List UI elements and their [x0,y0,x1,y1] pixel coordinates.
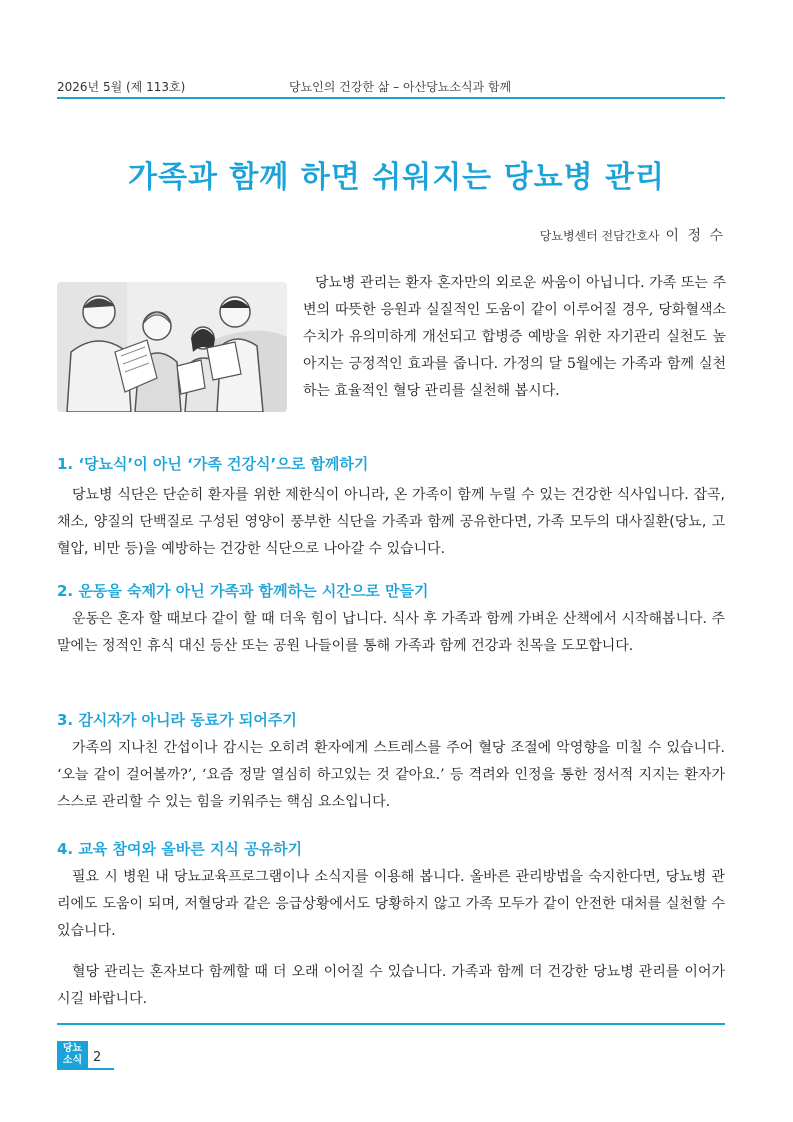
section-heading-1: 1. ‘당뇨식’이 아닌 ‘가족 건강식’으로 함께하기 [57,455,369,473]
section-body-1: 당뇨병 식단은 단순히 환자를 위한 제한식이 아니라, 온 가족이 함께 누릴 수 있는 건강한 식사입니다. 잡곡, 채소, 양질의 단백질로 구성된 영양이 풍부한 식단을 가족과 함께 공유한다면, 가족 모두의 대사질환(당뇨, 고혈압, 비만 등)을 예방하는 건강한 식단으로 나아갈 수 있습니다. [57,487,725,557]
closing-paragraph: 혈당 관리는 혼자보다 함께할 때 더 오래 이어질 수 있습니다. 가족과 함께 더 건강한 당뇨병 관리를 이어가시길 바랍니다. [57,964,725,1007]
author-line [540,225,725,245]
publication-title: 당뇨인의 건강한 삶 – 아산당뇨소식과 함께 [289,80,512,94]
article-intro: 당뇨병 관리는 환자 혼자만의 외로운 싸움이 아닙니다. 가족 또는 주변의 따뜻한 응원과 실질적인 도움이 같이 이루어질 경우, 당화혈색소 수치가 유의미하게 개선되고 합병증 예방을 위한 자기관리 실천도 높아지는 긍정적인 효과를 줍니다. 가정의 달 5월에는 가족과 함께 실천하는 효율적인 혈당 관리를 실천해 봅시다. [303,275,726,399]
badge-line-2: 소식 [62,1055,83,1066]
badge-line-1: 당뇨 [62,1043,83,1054]
family-illustration [57,282,287,412]
issue-info: 2026년 5월 (제 113호) [57,80,186,94]
section-heading-3: 3. 감시자가 아니라 동료가 되어주기 [57,711,297,729]
family-reading-illustration [57,282,287,412]
section-body-3: 가족의 지나친 간섭이나 감시는 오히려 환자에게 스트레스를 주어 혈당 조절에 악영향을 미칠 수 있습니다. ‘오늘 같이 걸어볼까?’, ‘요즘 정말 열심히 하고있는 것 같아요.’ 등 격려와 인정을 통한 정서적 지지는 환자가 스스로 관리할 수 있는 힘을 키워주는 핵심 요소입니다. [57,740,725,810]
footer-divider [57,1023,725,1025]
article-title: 가족과 함께 하면 쉬워지는 당뇨병 관리 [128,160,665,195]
section-heading-2: 2. 운동을 숙제가 아닌 가족과 함께하는 시간으로 만들기 [57,582,429,600]
newsletter-badge [57,1041,88,1069]
section-body-4: 필요 시 병원 내 당뇨교육프로그램이나 소식지를 이용해 봅니다. 올바른 관리방법을 숙지한다면, 당뇨병 관리에도 도움이 되며, 저혈당과 같은 응급상황에서도 당황하지 않고 가족 모두가 같이 안전한 대처를 실천할 수 있습니다. [57,869,725,939]
section-body-2: 운동은 혼자 할 때보다 같이 할 때 더욱 힘이 납니다. 식사 후 가족과 함께 가벼운 산책에서 시작해봅니다. 주말에는 정적인 휴식 대신 등산 또는 공원 나들이를 통해 가족과 함께 건강과 친목을 도모합니다. [57,611,725,654]
page-header [57,78,725,98]
author-role: 당뇨병센터 전담간호사 [539,229,660,243]
page-number: 2 [93,1050,102,1065]
page-number-underline [57,1068,114,1070]
author-name: 이 정 수 [665,228,725,244]
header-divider [57,97,725,99]
section-heading-4: 4. 교육 참여와 올바른 지식 공유하기 [57,840,303,858]
